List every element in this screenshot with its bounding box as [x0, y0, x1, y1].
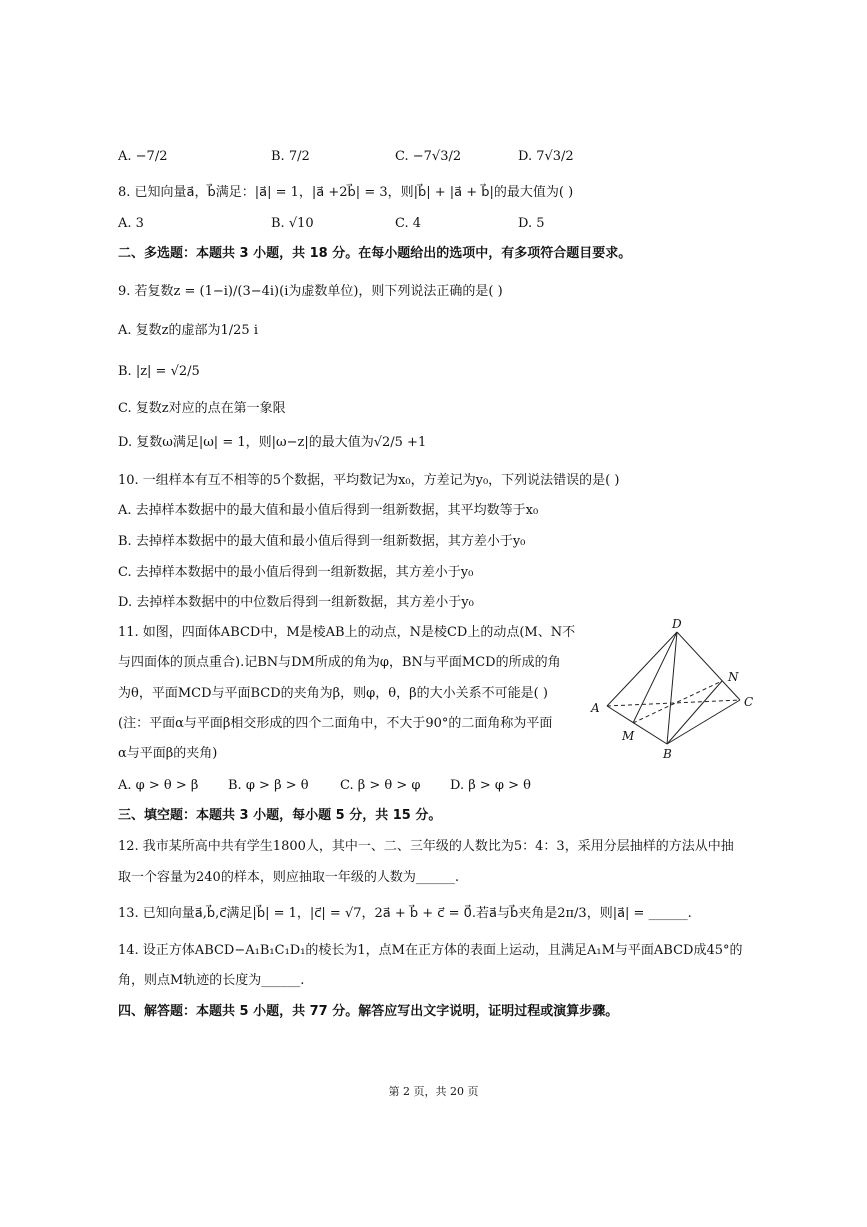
q9-option-a: A. 复数z的虚部为1/25 i — [118, 323, 258, 338]
label-m: M — [622, 729, 635, 743]
tetrahedron-figure — [585, 618, 760, 763]
q11-option-c: C. β > θ > φ — [340, 778, 421, 793]
section-4-heading: 四、解答题：本题共 5 小题，共 77 分。解答应写出文字说明，证明过程或演算步骤。 — [118, 1004, 619, 1019]
segment-mn-hidden — [633, 681, 722, 723]
section-2-heading: 二、多选题：本题共 3 小题，共 18 分。在每小题给出的选项中，有多项符合题目要求。 — [118, 246, 632, 261]
q9-stem: 9. 若复数z = (1−i)/(3−4i)(i为虚数单位)，则下列说法正确的是( ) — [118, 284, 503, 299]
q11-option-a: A. φ > θ > β — [118, 778, 199, 793]
q11-option-b: B. φ > β > θ — [228, 778, 309, 793]
section-3-heading: 三、填空题：本题共 3 小题，每小题 5 分，共 15 分。 — [118, 808, 442, 823]
q7-option-a: A. −7/2 — [118, 149, 168, 164]
q12-line-1: 12. 我市某所高中共有学生1800人，其中一、二、三年级的人数比为5：4：3，采用分层抽样的方法从中抽 — [118, 839, 734, 854]
edge-bc — [667, 700, 740, 744]
label-a: A — [591, 701, 600, 715]
q8-stem: 8. 已知向量a⃗，b⃗满足：|a⃗| = 1，|a⃗ +2b⃗| = 3，则|b⃗| + |a⃗ + b⃗|的最大值为( ) — [118, 185, 574, 200]
q11-line-4: (注：平面α与平面β相交形成的四个二面角中，不大于90°的二面角称为平面 — [118, 716, 553, 731]
q8-option-b: B. √10 — [271, 216, 314, 231]
segment-bn — [667, 681, 722, 744]
q13: 13. 已知向量a⃗,b⃗,c⃗满足|b⃗| = 1，|c⃗| = √7，2a⃗ + b⃗ + c⃗ = 0⃗.若a⃗与b⃗夹角是2π/3，则|a⃗| = ______. — [118, 906, 692, 921]
q11-line-1: 11. 如图，四面体ABCD中，M是棱AB上的动点，N是棱CD上的动点(M、N不 — [118, 625, 576, 640]
q10-stem: 10. 一组样本有互不相等的5个数据，平均数记为x₀，方差记为y₀，下列说法错误的是( ) — [118, 473, 620, 488]
edge-dc — [677, 632, 740, 700]
q8-option-d: D. 5 — [518, 216, 545, 231]
q10-option-a: A. 去掉样本数据中的最大值和最小值后得到一组新数据，其平均数等于x₀ — [118, 503, 539, 518]
q8-option-a: A. 3 — [118, 216, 144, 231]
q7-option-b: B. 7/2 — [271, 149, 310, 164]
label-b: B — [663, 747, 672, 761]
q10-option-d: D. 去掉样本数据中的中位数后得到一组新数据，其方差小于y₀ — [118, 595, 474, 610]
label-c: C — [744, 695, 754, 709]
q7-option-c: C. −7√3/2 — [395, 149, 462, 164]
q8-option-c: C. 4 — [395, 216, 422, 231]
q11-line-3: 为θ，平面MCD与平面BCD的夹角为β，则φ，θ，β的大小关系不可能是( ) — [118, 686, 548, 701]
q10-option-b: B. 去掉样本数据中的最大值和最小值后得到一组新数据，其方差小于y₀ — [118, 534, 526, 549]
q9-option-c: C. 复数z对应的点在第一象限 — [118, 401, 286, 416]
edge-ac-hidden — [607, 700, 740, 706]
q11-option-d: D. β > φ > θ — [450, 778, 531, 793]
q12-line-2: 取一个容量为240的样本，则应抽取一年级的人数为______. — [118, 870, 459, 885]
edge-ab — [607, 706, 667, 744]
q14-line-2: 角，则点M轨迹的长度为______. — [118, 973, 305, 988]
q9-option-b: B. |z| = √2/5 — [118, 364, 200, 379]
q11-line-2: 与四面体的顶点重合).记BN与DM所成的角为φ，BN与平面MCD的所成的角 — [118, 655, 561, 670]
edge-da — [607, 632, 677, 706]
q10-option-c: C. 去掉样本数据中的最小值后得到一组新数据，其方差小于y₀ — [118, 565, 474, 580]
page-footer: 第 2 页，共 20 页 — [388, 1085, 479, 1098]
label-n: N — [728, 670, 739, 684]
q11-line-5: α与平面β的夹角) — [118, 746, 218, 761]
label-d: D — [672, 618, 682, 631]
q7-option-d: D. 7√3/2 — [518, 149, 574, 164]
q9-option-d: D. 复数ω满足|ω| = 1，则|ω−z|的最大值为√2/5 +1 — [118, 435, 427, 450]
q14-line-1: 14. 设正方体ABCD−A₁B₁C₁D₁的棱长为1，点M在正方体的表面上运动，且满足A₁M与平面ABCD成45°的 — [118, 943, 743, 958]
